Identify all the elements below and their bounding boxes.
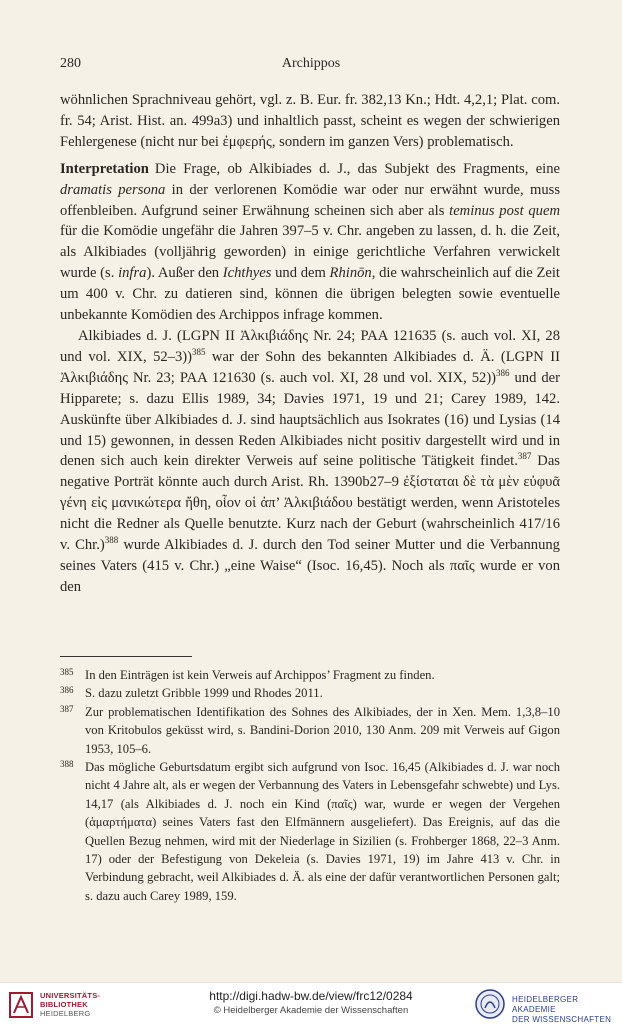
footnote-number: 387 [60, 703, 74, 714]
footnotes [60, 666, 560, 905]
footnote-text: Zur problematischen Identifikation des Sohnes des Alkibiades, der in Xen. Mem. 1,3,8–10 von Kritobulos geküsst wird, s. Bandini-Dorion 2010, 130 Anm. 209 mit Verweis auf Gigon 1953, 105–6. [85, 704, 560, 756]
footnote-ref[interactable]: 386 [496, 367, 510, 378]
footnote-ref[interactable]: 385 [191, 347, 206, 358]
footnote-number: 388 [60, 759, 74, 770]
footnote [60, 684, 560, 702]
copyright-notice: © Heidelberger Akademie der Wissenschaften [213, 1005, 409, 1016]
page-header [60, 56, 562, 78]
page-number: 280 [60, 56, 81, 71]
running-title: Archippos [281, 56, 341, 71]
paragraph-alkibiades: Alkibiades d. J. (LGPN II Ἀλκιβιάδης Nr. 24; PAA 121635 (s. auch vol. XI, 28 und vol. XIX, 52–3))$^{385}$ war der Sohn des bekannten Alkibiades d. Ä. (LGPN II Ἀλκιβιάδης Nr. 23; PAA 121630 (s. auch vol. XI, 28 und vol. XIX, 52))$^{386}$ und der Hipparete; s. dazu Ellis 1989, 34; Davies 1971, 19 und 21; Carey 1989, 142. Auskünfte über Alkibiades d. J. sind hauptsächlich aus Isokrates (16) und Lysias (14 und 15) gewonnen, in dessen Reden Alkibiades nicht positiv dargestellt wird und in denen sich auch kein direkter Verweis auf seine politische Tätigkeit findet.$^{387}$ Das negative Porträt könnte auch durch Arist. Rh. 1390b27–9 ἐξίσταται δὲ τὰ μὲν εὐφυᾶ γένη εἰς μανικώτερα ἤθη, οἷον οἱ ἀπ’ Ἀλκιβιάδου bestätigt werden, wenn Aristoteles nicht die Redner als Quelle benutzte. Kurz nach der Geburt (wahrscheinlich 417/16 v. Chr.)$^{388}$ wurde Alkibiades d. J. durch den Tod seiner Mutter und die Verbannung seines Vaters (415 v. Chr.) „eine Waise“ (Isoc. 16,45). Noch als παῖς wurde er von den [60, 327, 560, 595]
academy-logo[interactable] [474, 988, 614, 1022]
viewer-footer [0, 982, 622, 1026]
university-library-crest-icon [8, 991, 34, 1019]
footnote-number: 385 [60, 667, 74, 677]
university-library-logo[interactable] [8, 989, 128, 1021]
ub-logo-line: UNIVERSITÄTS- [40, 991, 101, 1000]
footnote-text: S. dazu zuletzt Gribble 1999 und Rhodes 2011. [85, 686, 323, 701]
footnote-rule [60, 656, 192, 657]
academy-logo-line: DER WISSENSCHAFTEN [512, 1015, 612, 1024]
section-heading: Interpretation [60, 160, 149, 177]
footnote-number: 386 [60, 685, 74, 696]
academy-seal-icon [474, 988, 506, 1020]
footnote [60, 666, 560, 684]
ub-logo-line: HEIDELBERG [40, 1009, 91, 1018]
footnote-text: In den Einträgen ist kein Verweis auf Archippos’ Fragment zu finden. [85, 668, 435, 682]
ub-logo-line: BIBLIOTHEK [40, 1000, 88, 1009]
footnote-ref[interactable]: 388 [104, 535, 119, 546]
paragraph-continuation: wöhnlichen Sprachniveau gehört, vgl. z. B. Eur. fr. 382,13 Kn.; Hdt. 4,2,1; Plat. com. fr. 54; Arist. Hist. an. 499a3) und inhaltlich passt, scheint es wegen der schwierigen Fehlergenese (nicht nur bei ἐμφερής, sondern im ganzen Vers) problematisch. [60, 92, 560, 150]
footnote [60, 758, 560, 905]
page-permalink[interactable]: http://digi.hadw-bw.de/view/frc12/0284 [209, 989, 413, 1003]
footnote-text: Das mögliche Geburtsdatum ergibt sich aufgrund von Isoc. 16,45 (Alkibiades d. J. war noch nicht 4 Jahre alt, als er wegen der Verbannung des Vaters in Lebensgefahr schwebte) und Lys. 14,17 (als Alkibiades d. J. noch ein Kind (παῖς) war, wurde er wegen der Vergehen (ἁμαρτήματα) seines Vaters fast den Elfmännern ausgeliefert). Das Ereignis, auf das die Quellen Bezug nehmen, wird mit der Niederlage in Sizilien (s. Frohberger 1868, 22–3 Anm. 17) oder der Befestigung von Dekeleia (s. Davies 1971, 19) im Jahre 413 v. Chr. in Verbindung gebracht, weil Alkibiades d. Ä. als eine der dafür verantwortlichen Personen galt; s. dazu auch Carey 1989, 159. [85, 760, 560, 903]
paragraph-interpretation: Interpretation Die Frage, ob Alkibiades d. J., das Subjekt des Fragments, eine dramatis persona in der verlorenen Komödie war oder nur erwähnt wurde, muss offenbleiben. Aufgrund seiner Erwähnung scheinen sich aber als teminus post quem für die Komödie ungefähr die Jahren 397–5 v. Chr. angeben zu lassen, d. h. die Zeit, als Alkibiades (volljährig geworden) in einige gerichtliche Verfahren verwickelt wurde (s. infra). Außer den Ichthyes und dem Rhinōn, die wahrscheinlich auf die Zeit um 400 v. Chr. zu datieren sind, können die übrigen belegten sowie eventuelle unbekannte Komödien des Archippos infrage kommen. [60, 160, 560, 324]
body-text [60, 90, 560, 598]
academy-logo-line: HEIDELBERGER AKADEMIE [512, 995, 579, 1014]
footnote-ref[interactable]: 387 [517, 451, 532, 462]
footnote [60, 703, 560, 758]
